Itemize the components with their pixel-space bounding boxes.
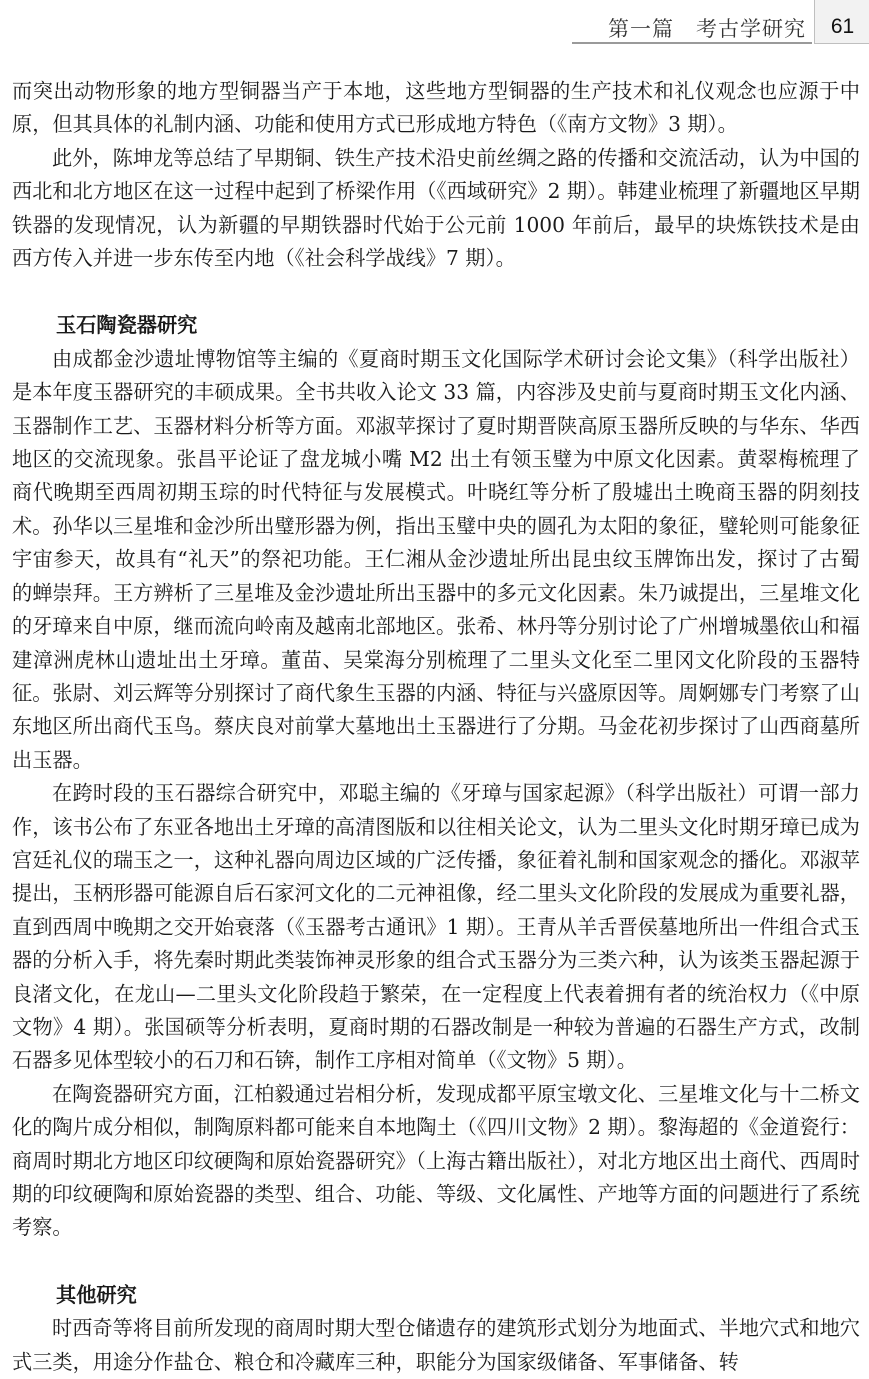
paragraph-ceramics: 在陶瓷器研究方面，江柏毅通过岩相分析，发现成都平原宝墩文化、三星堆文化与十二桥文化的陶片成分相似，制陶原料都可能来自本地陶土（《四川文物》2 期）。黎海超的《金道瓷行：商周时期北方地区印纹硬陶和原始瓷器研究》（上海古籍出版社），对北方地区出土商代、西周时期的印纹硬陶和原始瓷器的类型、组合、功能、等级、文化属性、产地等方面的问题进行了系统考察。 [12, 1081, 860, 1240]
paragraph-bronze-iron-spread: 此外，陈坤龙等总结了早期铜、铁生产技术沿史前丝绸之路的传播和交流活动，认为中国的西北和北方地区在这一过程中起到了桥梁作用（《西域研究》2 期）。韩建业梳理了新疆地区早期铁器的发现情况，认为新疆的早期铁器时代始于公元前 1000 年前后，最早的块炼铁技术是由西方传入并进一步东传至内地（《社会科学战线》7 期）。 [12, 145, 860, 271]
paragraph-cross-period-jade: 在跨时段的玉石器综合研究中，邓聪主编的《牙璋与国家起源》（科学出版社）可谓一部力作，该书公布了东亚各地出土牙璋的高清图版和以往相关论文，认为二里头文化时期牙璋已成为宫廷礼仪的瑞玉之一，这种礼器向周边区域的广泛传播，象征着礼制和国家观念的播化。邓淑苹提出，玉柄形器可能源自后石家河文化的二元神祖像，经二里头文化阶段的发展成为重要礼器，直到西周中晚期之交开始衰落（《玉器考古通讯》1 期）。王青从羊舌晋侯墓地所出一件组合式玉器的分析入手，将先秦时期此类装饰神灵形象的组合式玉器分为三类六种，认为该类玉器起源于良渚文化，在龙山—二里头文化阶段趋于繁荣，在一定程度上代表着拥有者的统治权力（《中原文物》4 期）。张国硕等分析表明，夏商时期的石器改制是一种较为普遍的石器生产方式，改制石器多见体型较小的石刀和石锛，制作工序相对简单（《文物》5 期）。 [12, 781, 860, 1073]
heading-jade-stone-ceramics: 玉石陶瓷器研究 [56, 313, 198, 338]
header-rule [572, 42, 812, 44]
heading-other-research: 其他研究 [56, 1282, 137, 1307]
running-header [0, 0, 869, 60]
page-number: 61 [830, 15, 855, 38]
paragraph-storage-remains: 时西奇等将目前所发现的商周时期大型仓储遗存的建筑形式划分为地面式、半地穴式和地穴式三类，用途分作盐仓、粮仓和冷藏库三种，职能分为国家级储备、军事储备、转 [12, 1316, 860, 1374]
page-body [12, 75, 860, 1379]
section-spacer [12, 275, 860, 309]
paragraph-continued: 而突出动物形象的地方型铜器当产于本地，这些地方型铜器的生产技术和礼仪观念也应源于中原，但其具体的礼制内涵、功能和使用方式已形成地方特色（《南方文物》3 期）。 [12, 79, 860, 137]
section-spacer [12, 1245, 860, 1279]
page-number-box [814, 0, 869, 44]
section-title: 第一篇 考古学研究 [608, 17, 806, 41]
paragraph-jade-conference: 由成都金沙遗址博物馆等主编的《夏商时期玉文化国际学术研讨会论文集》（科学出版社）是本年度玉器研究的丰硕成果。全书共收入论文 33 篇，内容涉及史前与夏商时期玉文化内涵、玉器制作工艺、玉器材料分析等方面。邓淑苹探讨了夏时期晋陕高原玉器所反映的与华东、华西地区的交流现象。张昌平论证了盘龙城小嘴 M2 出土有领玉璧为中原文化因素。黄翠梅梳理了商代晚期至西周初期玉琮的时代特征与发展模式。叶晓红等分析了殷墟出土晚商玉器的阴刻技术。孙华以三星堆和金沙所出璧形器为例，指出玉璧中央的圆孔为太阳的象征，璧轮则可能象征宇宙参天，故具有“礼天”的祭祀功能。王仁湘从金沙遗址所出昆虫纹玉牌饰出发，探讨了古蜀的蝉崇拜。王方辨析了三星堆及金沙遗址所出玉器中的多元文化因素。朱乃诚提出，三星堆文化的牙璋来自中原，继而流向岭南及越南北部地区。张希、林丹等分别讨论了广州增城墨依山和福建漳洲虎林山遗址出土牙璋。董苗、吴棠海分别梳理了二里头文化至二里冈文化阶段的玉器特征。张尉、刘云辉等分别探讨了商代象生玉器的内涵、特征与兴盛原因等。周婀娜专门考察了山东地区所出商代玉鸟。蔡庆良对前掌大墓地出土玉器进行了分期。马金花初步探讨了山西商墓所出玉器。 [12, 346, 860, 772]
